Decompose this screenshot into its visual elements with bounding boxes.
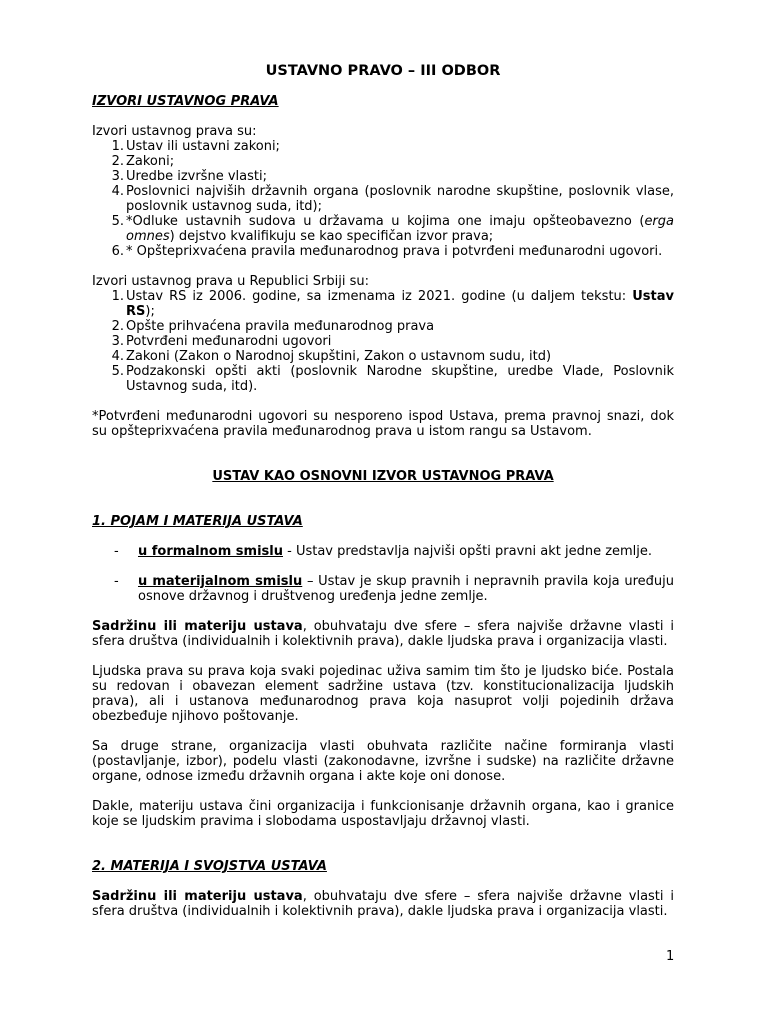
list-item: 1. Ustav ili ustavni zakoni; [111, 139, 280, 154]
list-item: 2. Opšte prihvaćena pravila međunarodnog prava [111, 319, 435, 334]
list-item: 5. *Odluke ustavnih sudova u državama u kojima one imaju opšteobavezno (erga omnes) dejstvo kvalifikuju se kao specifičan izvor prava; [111, 214, 674, 244]
human-rights-paragraph: Ljudska prava su prava koja svaki pojedinac uživa samim tim što je ljudsko biće. Postala su redovan i obavezan element sadržine ustava (tzv. konstitucionalizacija ljudskih prava), ali i ustanova međunarodnog prava koja nasuprot volji pojedinih država obezbeđuje njihovo poštovanje. [92, 664, 674, 724]
list-item: 3. Potvrđeni međunarodni ugovori [111, 334, 332, 349]
list-item: 5. Podzakonski opšti akti (poslovnik Narodne skupštine, uredbe Vlade, Poslovnik Ustavnog suda, itd). [111, 364, 674, 394]
list-item: 3. Uredbe izvršne vlasti; [111, 169, 267, 184]
list-item: 4. Poslovnici najviših državnih organa (poslovnik narodne skupštine, poslovnik vlase, poslovnik ustavnog suda, itd); [111, 184, 674, 214]
list-item: - u formalnom smislu - Ustav predstavlja najviši opšti pravni akt jedne zemlje. [114, 544, 653, 559]
section-heading-constitution: USTAV KAO OSNOVNI IZVOR USTAVNOG PRAVA [212, 469, 554, 484]
definition-list [92, 544, 674, 604]
subheading-concept: 1. POJAM I MATERIJA USTAVA [92, 514, 303, 529]
list-item: 6. * Opštepriхvaćena pravila međunarodnog prava i potvrđeni međunarodni ugovori. [111, 244, 663, 259]
rs-sources-intro: Izvori ustavnog prava u Republici Srbiji su: [92, 274, 369, 289]
document-title: USTAVNO PRAVO – III ODBOR [265, 63, 501, 79]
page-number: 1 [666, 949, 675, 964]
organization-paragraph: Sa druge strane, organizacija vlasti obuhvata različite načine formiranja vlasti (postavljanje, izbor), podelu vlasti (zakonodavne, izvršne i sudske) na različite državne organe, odnose između državnih organa i akte koje oni donose. [92, 739, 674, 784]
sources-intro: Izvori ustavnog prava su: [92, 124, 257, 139]
list-item: 4. Zakoni (Zakon o Narodnoj skupštini, Zakon o ustavnom sudu, itd) [111, 349, 552, 364]
summary-paragraph: Dakle, materiju ustava čini organizacija i funkcionisanje državnih organa, kao i granice koje se ljudskim pravima i slobodama uspostavljaju državnoj vlasti. [92, 799, 674, 829]
treaty-note: *Potvrđeni međunarodni ugovori su nesporeno ispod Ustava, prema pravnoj snazi, dok su opštepriхvaćena pravila međunarodnog prava u istom rangu sa Ustavom. [92, 409, 674, 439]
list-item: - u materijalnom smislu – Ustav je skup pravnih i nepravnih pravila koja uređuju osnove državnog i društvenog uređenja jedne zemlje. [114, 574, 674, 604]
document-page [92, 64, 674, 919]
section-heading-sources: IZVORI USTAVNOG PRAVA [92, 94, 279, 109]
list-item: 2. Zakoni; [111, 154, 175, 169]
rs-sources-list [92, 289, 674, 394]
subheading-properties: 2. MATERIJA I SVOJSTVA USTAVA [92, 859, 327, 874]
content-paragraph-2: Sadržinu ili materiju ustava, obuhvataju dve sfere – sfera najviše državne vlasti i sfera društva (individualnih i kolektivnih prava), dakle ljudska prava i organizacija vlasti. [92, 889, 675, 919]
content-paragraph: Sadržinu ili materiju ustava, obuhvataju dve sfere – sfera najviše državne vlasti i sfera društva (individualnih i kolektivnih prava), dakle ljudska prava i organizacija vlasti. [92, 619, 675, 649]
sources-list [92, 139, 674, 259]
list-item: 1. Ustav RS iz 2006. godine, sa izmenama iz 2021. godine (u daljem tekstu: Ustav RS); [111, 289, 674, 319]
